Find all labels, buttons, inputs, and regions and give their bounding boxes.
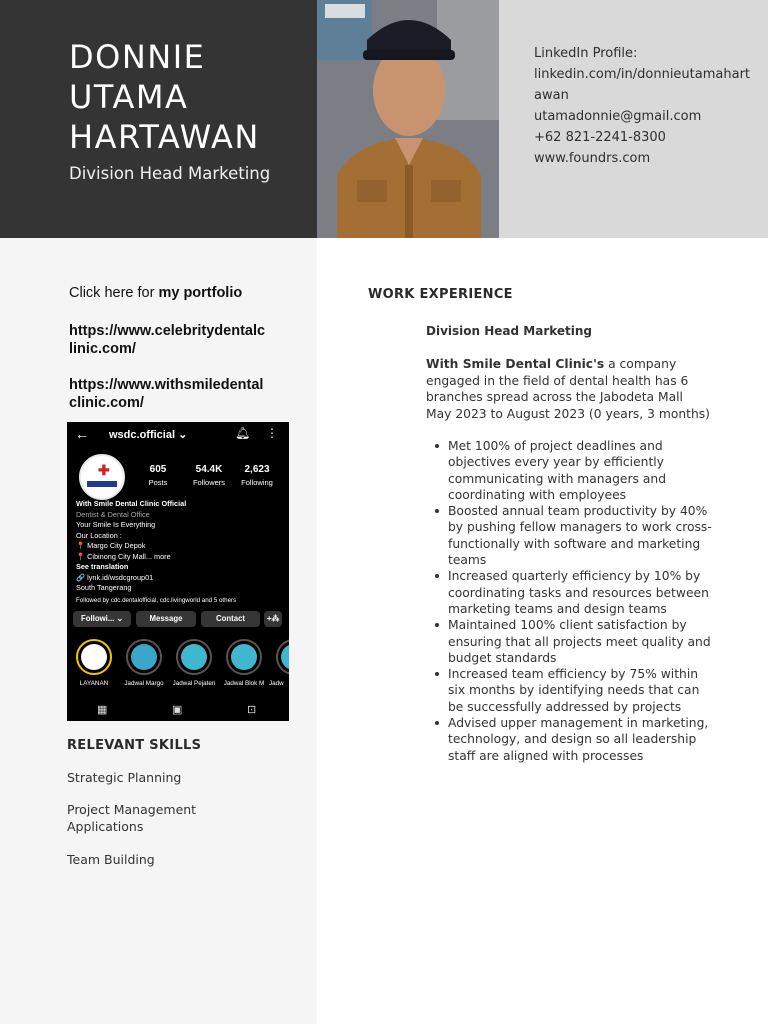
list-item: Increased quarterly efficiency by 10% by coordinating tasks and resources between marketing teams and design teams bbox=[448, 568, 718, 617]
achievement-list bbox=[448, 438, 718, 764]
list-item: Met 100% of project deadlines and objectives every year by efficiently communicating with managers and coordinating with employees bbox=[448, 438, 718, 503]
stat-following-num: 2,623 bbox=[244, 464, 270, 475]
highlight-label: Jadwal Pejaten bbox=[172, 680, 216, 687]
bio-line: 📍 Margo City Depok bbox=[76, 541, 146, 550]
grid-icon: ▦ bbox=[97, 704, 108, 716]
bio-followed-by: Followed by cdc.dentalofficial, cdc.livingworld and 5 others bbox=[76, 597, 237, 604]
portfolio-intro bbox=[69, 285, 242, 301]
list-item: Increased team efficiency by 75% within six months by identifying needs that can be successfully addressed by projects bbox=[448, 666, 718, 715]
linkedin-url-cont[interactable]: awan bbox=[534, 88, 569, 103]
message-button: Message bbox=[136, 611, 196, 627]
work-period: May 2023 to August 2023 (0 years, 3 months) bbox=[426, 406, 710, 421]
bio-category: Dentist & Dental Office bbox=[76, 509, 150, 519]
add-person-icon: +⁂ bbox=[264, 611, 282, 627]
stat-posts bbox=[143, 464, 173, 487]
left-column bbox=[0, 238, 317, 1024]
highlight-jadwal-blok-m bbox=[226, 639, 262, 675]
highlight-label: Jadwal Blok M bbox=[223, 680, 265, 687]
stat-followers bbox=[187, 464, 231, 487]
portfolio-url-celebrity[interactable]: https://www.celebritydentalclinic.com/ bbox=[69, 323, 266, 357]
company-summary: a company engaged in the field of dental health has 6 branches spread across the Jabodeta Mall bbox=[426, 357, 689, 404]
highlight-inner bbox=[131, 644, 157, 670]
contact-panel bbox=[499, 0, 768, 238]
portfolio-url-withsmile[interactable]: https://www.withsmiledentalclinic.com/ bbox=[69, 377, 264, 411]
phone: +62 821-2241-8300 bbox=[534, 130, 666, 145]
contact-button: Contact bbox=[201, 611, 260, 627]
highlight-label: LAYANAN bbox=[79, 680, 109, 687]
stat-followers-label: Followers bbox=[192, 478, 226, 487]
instagram-profile-screenshot bbox=[67, 422, 289, 721]
list-item: Boosted annual team productivity by 40% by pushing fellow managers to work cross-functionally with software and marketing teams bbox=[448, 503, 718, 568]
highlight-jadwal-pejaten bbox=[176, 639, 212, 675]
skill-item: Project Management Applications bbox=[67, 802, 197, 834]
work-role: Division Head Marketing bbox=[426, 324, 593, 338]
highlight-jadwal-more bbox=[276, 639, 289, 675]
back-arrow-icon: ← bbox=[75, 426, 89, 442]
bio-line: 📍 Cibinong City Mall... more bbox=[76, 551, 171, 561]
stat-following-label: Following bbox=[241, 478, 273, 487]
bio-line: Your Smile Is Everything bbox=[76, 520, 156, 529]
linkedin-label: LinkedIn Profile: bbox=[534, 46, 638, 61]
highlight-jadwal-margo bbox=[126, 639, 162, 675]
work-experience-heading: WORK EXPERIENCE bbox=[368, 287, 513, 302]
skill-item: Team Building bbox=[67, 852, 155, 867]
stat-following bbox=[237, 464, 277, 487]
list-item: Maintained 100% client satisfaction by ensuring that all projects meet quality and budget standards bbox=[448, 617, 718, 666]
highlight-inner bbox=[231, 644, 257, 670]
portfolio-link[interactable]: my portfolio bbox=[158, 285, 243, 301]
company-description bbox=[426, 356, 726, 422]
stat-posts-label: Posts bbox=[148, 478, 168, 487]
linkedin-url[interactable]: linkedin.com/in/donnieutamahart bbox=[534, 67, 751, 82]
skill-item: Strategic Planning bbox=[67, 770, 182, 785]
bell-icon: 🔔︎ bbox=[235, 426, 251, 440]
logo-band bbox=[87, 481, 117, 487]
instagram-topbar bbox=[67, 422, 289, 446]
name-panel bbox=[0, 0, 317, 238]
right-column bbox=[317, 238, 768, 1024]
email[interactable]: utamadonnie@gmail.com bbox=[534, 109, 702, 124]
skills-heading: RELEVANT SKILLS bbox=[67, 738, 202, 753]
more-dots-icon: ⋮ bbox=[266, 426, 278, 440]
highlight-layanan bbox=[76, 639, 112, 675]
stat-followers-num: 54.4K bbox=[195, 464, 223, 475]
reels-icon: ▣ bbox=[172, 704, 183, 716]
highlight-label: Jadwal Margo bbox=[124, 680, 164, 687]
bio-translation: See translation bbox=[76, 562, 129, 571]
bio-line: South Tangerang bbox=[76, 583, 132, 592]
profile-photo bbox=[317, 0, 499, 238]
portfolio-intro-text: Click here for bbox=[69, 285, 159, 301]
name-last: HARTAWAN bbox=[69, 118, 260, 156]
bio-line: Our Location : bbox=[76, 530, 122, 540]
bio-link: 🔗 lynk.id/wsdcgroup01 bbox=[76, 572, 154, 582]
name-first: DONNIE bbox=[69, 38, 206, 76]
highlight-label: Jadw bbox=[269, 680, 284, 687]
list-item: Advised upper management in marketing, technology, and design so all leadership staff are aligned with processes bbox=[448, 715, 718, 764]
following-button: Followi... ⌄ bbox=[73, 611, 131, 627]
tagged-icon: ⊡ bbox=[247, 704, 257, 716]
medical-cross-icon: ✚ bbox=[98, 462, 110, 478]
website[interactable]: www.foundrs.com bbox=[534, 151, 651, 166]
name-middle: UTAMA bbox=[69, 78, 189, 116]
job-title: Division Head Marketing bbox=[69, 164, 271, 183]
bio-name: With Smile Dental Clinic Official bbox=[76, 499, 187, 508]
highlight-inner bbox=[281, 644, 289, 670]
highlight-inner bbox=[81, 644, 107, 670]
instagram-handle: wsdc.official ⌄ bbox=[109, 429, 188, 441]
highlight-inner bbox=[181, 644, 207, 670]
company-name: With Smile Dental Clinic's bbox=[426, 357, 605, 371]
stat-posts-num: 605 bbox=[149, 464, 167, 475]
clinic-logo-avatar bbox=[79, 454, 125, 500]
person-portrait-icon bbox=[317, 0, 499, 238]
